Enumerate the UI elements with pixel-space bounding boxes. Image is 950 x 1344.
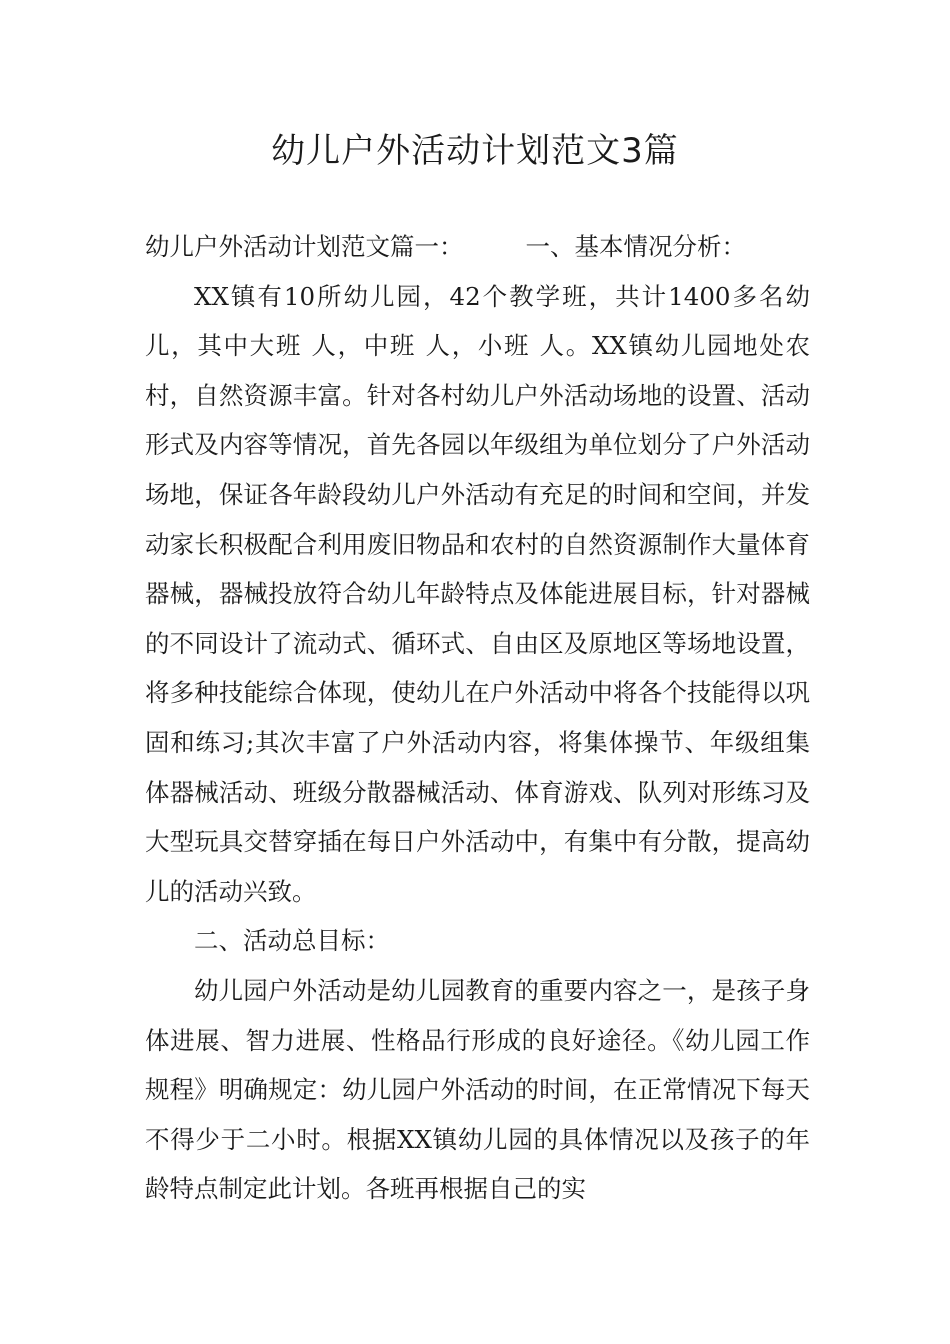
section2-heading: 二、活动总目标：: [194, 926, 390, 956]
intro-label: 幼儿户外活动计划范文篇一：: [145, 232, 464, 261]
document-title: 幼儿户外活动计划范文3篇: [271, 131, 679, 171]
paragraph-2: 幼儿园户外活动是幼儿园教育的重要内容之一，是孩子身体进展、智力进展、性格品行形成的良好途径。《幼儿园工作规程》明确规定：幼儿园户外活动的时间，在正常情况下每天不得少于二小时。根据XX镇幼儿园的具体情况以及孩子的年龄特点制定此计划。各班再根据自己的实: [145, 975, 810, 1204]
section1-heading: 一、基本情况分析：: [525, 232, 746, 261]
document-body: [145, 222, 810, 1214]
paragraph-1: XX镇有10所幼儿园，42个教学班，共计1400多名幼儿，其中大班 人，中班 人，小班 人。XX镇幼儿园地处农村，自然资源丰富。针对各村幼儿户外活动场地的设置、活动形式及内容等情况，首先各园以年级组为单位划分了户外活动场地，保证各年龄段幼儿户外活动有充足的时间和空间，并发动家长积极配合利用废旧物品和农村的自然资源制作大量体育器械，器械投放符合幼儿年龄特点及体能进展目标，针对器械的不同设计了流动式、循环式、自由区及原地区等场地设置，将多种技能综合体现，使幼儿在户外活动中将各个技能得以巩固和练习;其次丰富了户外活动内容，将集体操节、年级组集体器械活动、班级分散器械活动、体育游戏、队列对形练习及大型玩具交替穿插在每日户外活动中，有集中有分散，提高幼儿的活动兴致。: [145, 281, 810, 906]
intro-line: [145, 222, 810, 272]
